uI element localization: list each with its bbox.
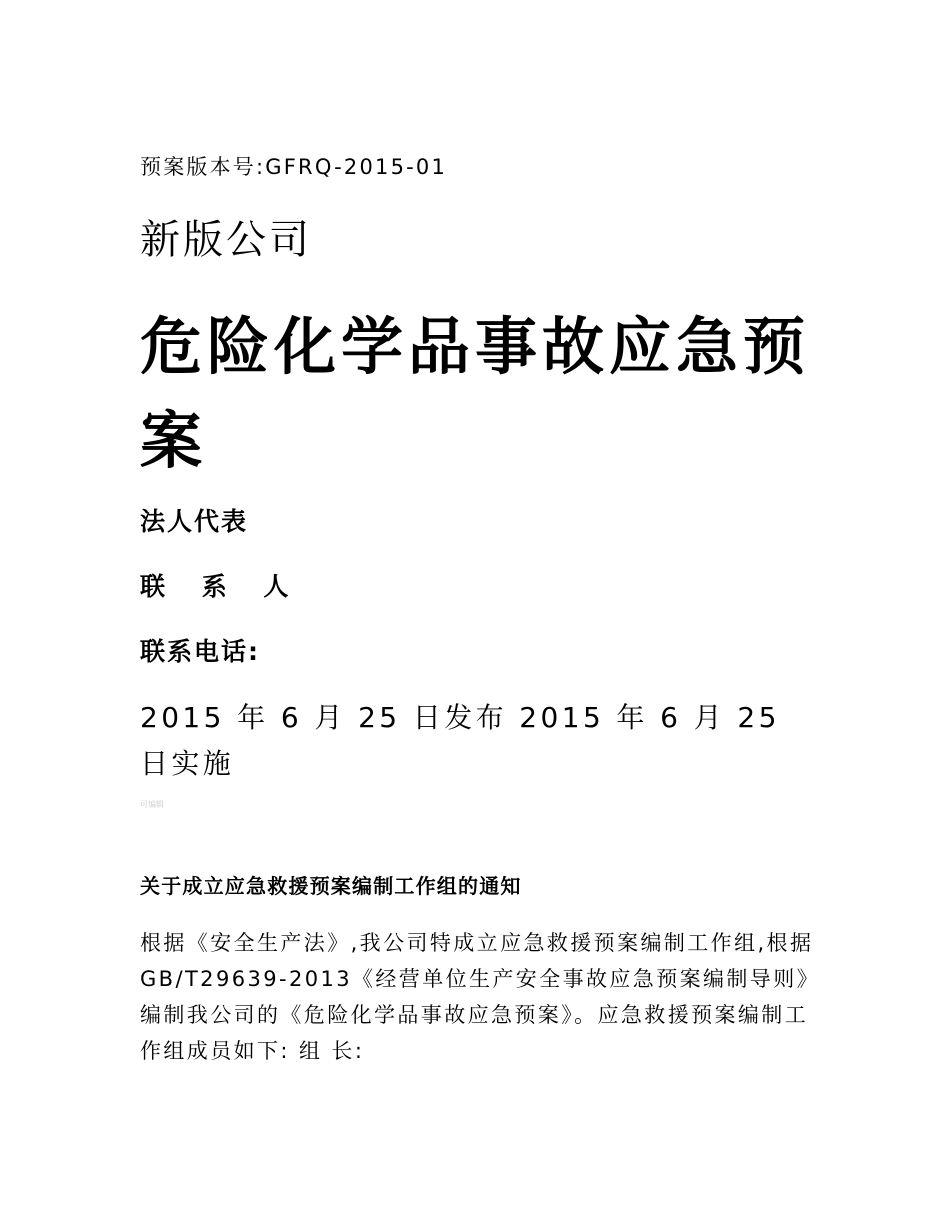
publish-implement-dates: 2015 年 6 月 25 日发布 2015 年 6 月 25 日实施 xyxy=(140,701,780,780)
plan-version-number: 预案版本号:GFRQ-2015-01 xyxy=(140,155,448,179)
contact-phone-label: 联系电话: xyxy=(140,637,260,666)
company-name: 新版公司 xyxy=(140,217,312,263)
notice-body: 根据《安全生产法》,我公司特成立应急救援预案编制工作组,根据GB/T29639-2013《经营单位生产安全事故应急预案编制导则》编制我公司的《危险化学品事故应急预案》。应急救援预案编制工作组成员如下: 组 长: xyxy=(140,931,821,1063)
legal-representative-label: 法人代表 xyxy=(140,507,249,536)
notice-heading: 关于成立应急救援预案编制工作组的通知 xyxy=(140,874,522,898)
contact-person-label: 联 系 人 xyxy=(140,572,303,601)
small-editable-mark: 可编辑 xyxy=(140,800,164,809)
document-title: 危险化学品事故应急预案 xyxy=(140,310,811,477)
